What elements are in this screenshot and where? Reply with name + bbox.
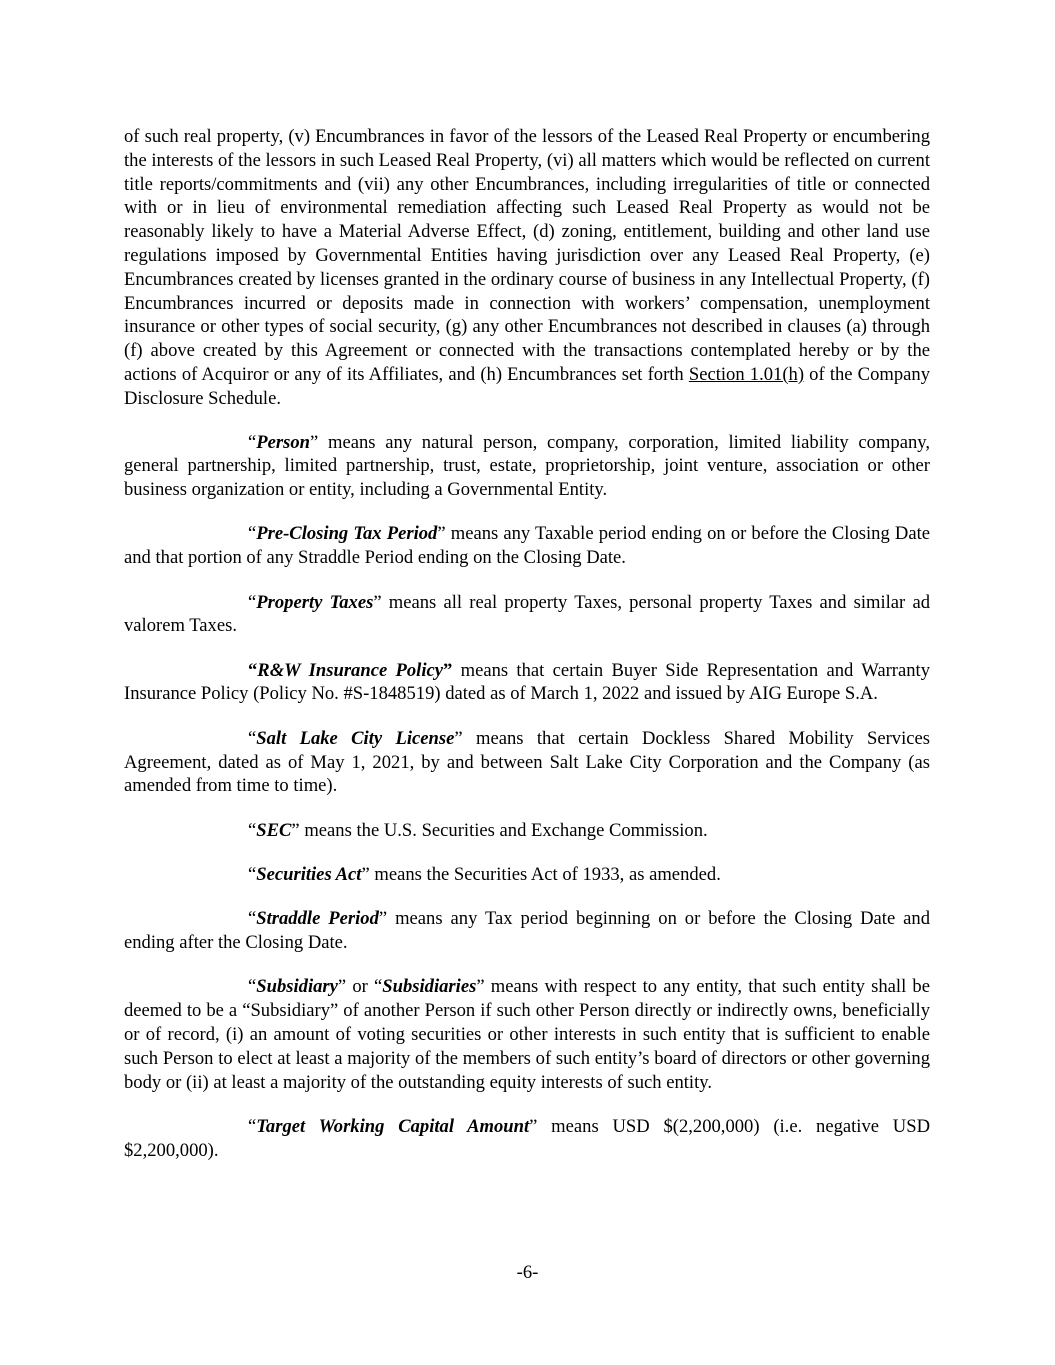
defined-term: Target Working Capital Amount <box>256 1115 530 1137</box>
close-quote: ” <box>454 727 463 749</box>
close-quote: ” <box>373 591 382 613</box>
defined-term: Securities Act <box>256 863 362 885</box>
opening-paragraph-tail: of the Company Disclosure Schedule. <box>124 363 930 409</box>
defined-term: Pre-Closing Tax Period <box>256 523 438 545</box>
definition-salt-lake-city-license <box>124 727 930 798</box>
definition-text: means that certain Dockless Shared Mobility Services Agreement, dated as of May 1, 2021, by and between Salt Lake City Corporation and the Company (as amended from time to time). <box>124 727 930 797</box>
open-quote: “ <box>248 431 257 453</box>
definition-sec <box>124 819 930 843</box>
close-quote: ” <box>529 1115 538 1137</box>
open-quote: “ <box>248 1115 257 1137</box>
close-quote: ” <box>291 819 300 841</box>
definition-straddle-period <box>124 907 930 955</box>
opening-paragraph <box>124 125 930 411</box>
page-number: -6- <box>516 1262 539 1283</box>
definition-text: means the Securities Act of 1933, as amended. <box>369 863 721 885</box>
definition-securities-act <box>124 863 930 887</box>
close-quote: ” <box>437 523 446 545</box>
document-page <box>124 125 930 1183</box>
conjunction-text: or “ <box>346 976 383 998</box>
defined-term: Straddle Period <box>256 908 379 930</box>
definition-property-taxes <box>124 591 930 639</box>
defined-term: R&W Insurance Policy <box>257 659 444 681</box>
definition-text: means any Tax period beginning on or before the Closing Date and ending after the Closing Date. <box>124 908 931 954</box>
definition-text: means USD $(2,200,000) (i.e. negative USD $2,200,000). <box>124 1115 931 1161</box>
open-quote: “ <box>248 819 257 841</box>
open-quote: “ <box>248 863 257 885</box>
open-quote: “ <box>248 727 257 749</box>
definition-pre-closing-tax-period <box>124 522 930 570</box>
definition-rw-insurance-policy <box>124 659 930 707</box>
defined-term: Subsidiary <box>256 976 338 998</box>
close-quote: ” <box>378 908 388 930</box>
definition-text: means with respect to any entity, that such entity shall be deemed to be a “Subsidiary” of another Person if such other Person directly or indirectly owns, beneficially or of record, (i) an amount of voting securities or other interests in such entity that is sufficient to enable such Person to elect at least a majority of the members of such entity’s board of directors or other governing body or (ii) at least a majority of the outstanding equity interests of such entity. <box>124 976 930 1093</box>
defined-term: Property Taxes <box>256 591 374 613</box>
close-quote: ” <box>476 976 485 998</box>
definition-subsidiary <box>124 975 930 1094</box>
close-quote: ” <box>310 431 319 453</box>
open-quote: “ <box>248 659 258 681</box>
defined-term: SEC <box>256 819 292 841</box>
opening-paragraph-text: of such real property, (v) Encumbrances in favor of the lessors of the Leased Real Property or encumbering the interests of the lessors in such Leased Real Property, (vi) all matters which would be reflected on current title reports/commitments and (vii) any other Encumbrances, including irregularities of title or connected with or in lieu of environmental remediation affecting such Leased Real Property as would not be reasonably likely to have a Material Adverse Effect, (d) zoning, entitlement, building and other land use regulations imposed by Governmental Entities having jurisdiction over any Leased Real Property, (e) Encumbrances created by licenses granted in the ordinary course of business in any Intellectual Property, (f) Encumbrances incurred or deposits made in connection with workers’ compensation, unemployment insurance or other types of social security, (g) any other Encumbrances not described in clauses (a) through (f) above created by this Agreement or connected with the transactions contemplated hereby or by the actions of Acquiror or any of its Affiliates, and (h) Encumbrances set forth <box>124 126 930 385</box>
definition-text: means any Taxable period ending on or before the Closing Date and that portion of any Straddle Period ending on the Closing Date. <box>124 523 930 569</box>
close-quote: ” <box>443 659 453 681</box>
open-quote: “ <box>248 908 257 930</box>
section-reference-link: Section 1.01(h) <box>688 363 805 385</box>
close-quote: ” <box>337 976 347 998</box>
open-quote: “ <box>248 591 257 613</box>
open-quote: “ <box>248 976 257 998</box>
definition-target-working-capital-amount <box>124 1115 930 1163</box>
definition-text: means the U.S. Securities and Exchange Commission. <box>299 819 708 841</box>
definition-person <box>124 431 930 502</box>
defined-term-alternate: Subsidiaries <box>382 976 477 998</box>
definition-text: means all real property Taxes, personal property Taxes and similar ad valorem Taxes. <box>124 591 930 637</box>
open-quote: “ <box>248 523 257 545</box>
definition-text: means that certain Buyer Side Representation and Warranty Insurance Policy (Policy No. #S-1848519) dated as of March 1, 2022 and issued by AIG Europe S.A. <box>124 659 930 705</box>
definition-text: means any natural person, company, corporation, limited liability company, general partnership, limited partnership, trust, estate, proprietorship, joint venture, association or other business organization or entity, including a Governmental Entity. <box>124 431 930 501</box>
defined-term: Salt Lake City License <box>256 727 455 749</box>
defined-term: Person <box>256 431 310 453</box>
close-quote: ” <box>361 863 370 885</box>
